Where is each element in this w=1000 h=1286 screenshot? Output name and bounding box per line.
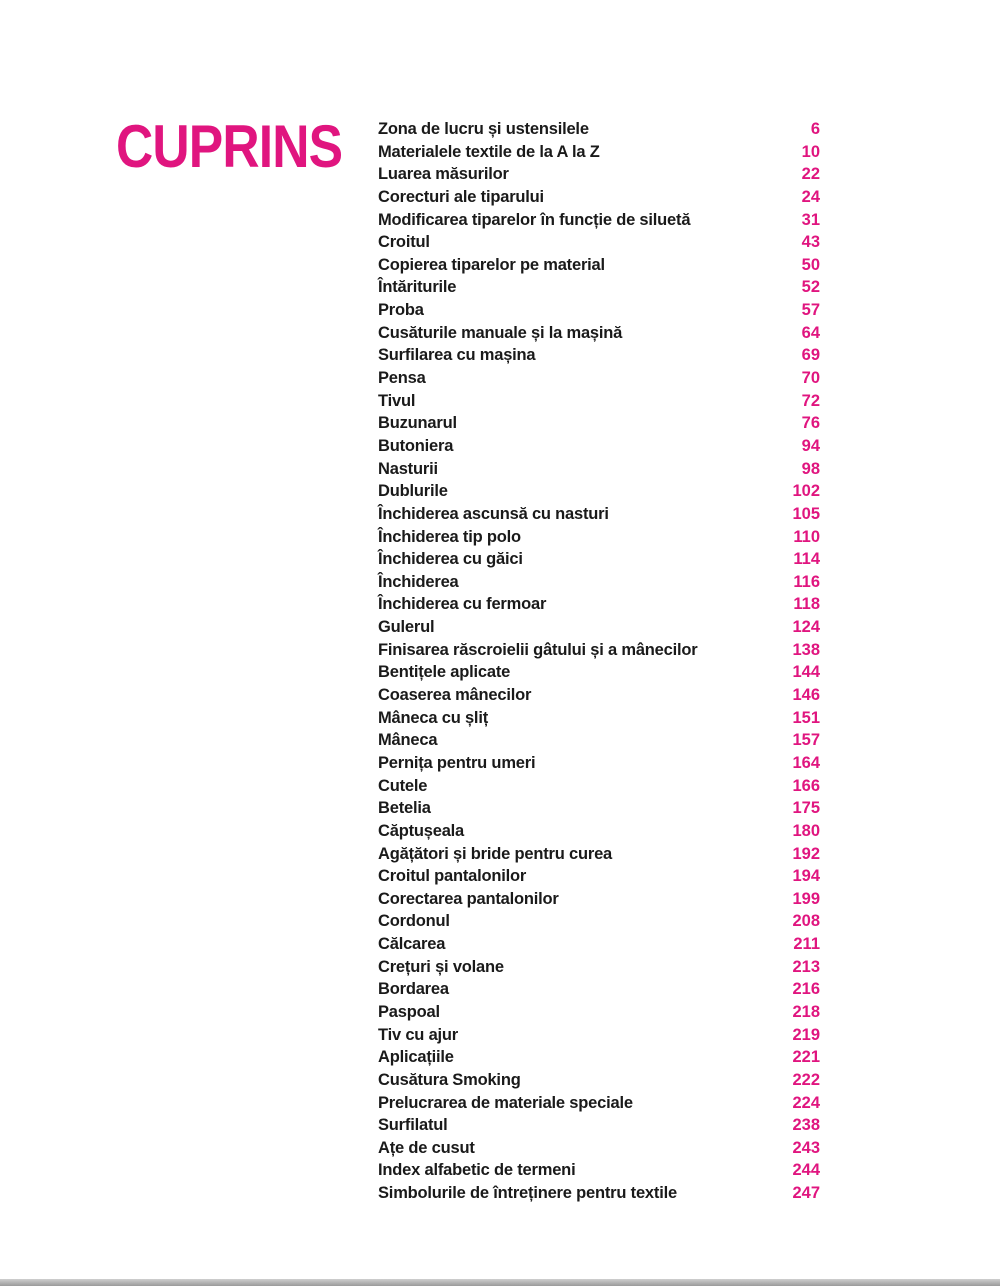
toc-entry[interactable] — [378, 503, 822, 526]
toc-entry-page-number: 110 — [793, 527, 820, 546]
toc-entry-title: Croitul — [378, 233, 430, 252]
toc-entry-page-number: 222 — [792, 1070, 820, 1089]
toc-entry-title: Copierea tiparelor pe material — [378, 255, 605, 274]
toc-entry-title: Cusăturile manuale și la mașină — [378, 323, 623, 342]
toc-entry[interactable] — [378, 390, 822, 413]
toc-entry-title: Mâneca — [378, 731, 438, 750]
toc-entry-title: Corectarea pantalonilor — [378, 889, 559, 908]
toc-entry-page-number: 105 — [792, 504, 820, 523]
toc-entry[interactable] — [378, 163, 822, 186]
toc-entry-page-number: 221 — [792, 1048, 820, 1067]
toc-entry[interactable] — [378, 752, 822, 775]
toc-entry[interactable] — [378, 775, 822, 798]
toc-entry[interactable] — [378, 820, 822, 843]
toc-entry-page-number: 72 — [801, 391, 820, 410]
toc-entry[interactable] — [378, 435, 822, 458]
toc-entry-page-number: 211 — [793, 935, 820, 954]
toc-entry[interactable] — [378, 661, 822, 684]
toc-entry-title: Corecturi ale tiparului — [378, 187, 544, 206]
toc-entry-page-number: 208 — [792, 912, 820, 931]
toc-entry-page-number: 43 — [801, 233, 820, 252]
toc-entry[interactable] — [378, 1114, 822, 1137]
toc-entry-page-number: 180 — [792, 821, 820, 840]
toc-entry-title: Modificarea tiparelor în funcție de siluetă — [378, 210, 691, 229]
toc-entry-page-number: 175 — [792, 799, 820, 818]
toc-entry-title: Surfilarea cu mașina — [378, 346, 536, 365]
toc-entry-page-number: 31 — [801, 210, 820, 229]
toc-entry[interactable] — [378, 412, 822, 435]
bottom-divider — [0, 1279, 1000, 1286]
toc-entry-title: Bentițele aplicate — [378, 663, 511, 682]
toc-entry-title: Luarea măsurilor — [378, 165, 509, 184]
toc-entry[interactable] — [378, 865, 822, 888]
toc-entry-page-number: 219 — [792, 1025, 820, 1044]
toc-entry-page-number: 138 — [792, 640, 820, 659]
toc-entry-title: Închiderea cu găici — [378, 550, 523, 569]
toc-entry-page-number: 144 — [792, 663, 820, 682]
toc-entry-page-number: 194 — [792, 867, 820, 886]
toc-entry-title: Căptușeala — [378, 821, 465, 840]
toc-entry[interactable] — [378, 276, 822, 299]
toc-entry[interactable] — [378, 1069, 822, 1092]
toc-entry[interactable] — [378, 843, 822, 866]
toc-entry-page-number: 118 — [793, 595, 820, 614]
toc-entry-title: Cordonul — [378, 912, 450, 931]
toc-entry[interactable] — [378, 1001, 822, 1024]
toc-entry-title: Tiv cu ajur — [378, 1025, 459, 1044]
toc-entry-title: Gulerul — [378, 618, 435, 637]
toc-entry[interactable] — [378, 593, 822, 616]
toc-entry-title: Închiderea ascunsă cu nasturi — [378, 504, 609, 523]
toc-entry[interactable] — [378, 231, 822, 254]
toc-entry-page-number: 76 — [801, 414, 820, 433]
toc-entry-title: Butoniera — [378, 436, 454, 455]
toc-entry-page-number: 238 — [792, 1116, 820, 1135]
toc-entry[interactable] — [378, 322, 822, 345]
toc-entry-title: Bordarea — [378, 980, 449, 999]
toc-entry[interactable] — [378, 1159, 822, 1182]
toc-entry-title: Surfilatul — [378, 1116, 448, 1135]
toc-entry[interactable] — [378, 480, 822, 503]
toc-entry-title: Zona de lucru și ustensilele — [378, 120, 589, 138]
toc-entry[interactable] — [378, 254, 822, 277]
toc-entry-title: Dublurile — [378, 482, 448, 501]
toc-entry-page-number: 164 — [792, 753, 820, 772]
toc-entry[interactable] — [378, 933, 822, 956]
toc-entry[interactable] — [378, 141, 822, 164]
toc-entry-page-number: 70 — [801, 369, 820, 388]
toc-entry-page-number: 57 — [801, 301, 820, 320]
toc-entry-title: Crețuri și volane — [378, 957, 504, 976]
toc-entry-title: Pernița pentru umeri — [378, 753, 536, 772]
toc-entry-page-number: 216 — [792, 980, 820, 999]
toc-entry[interactable] — [378, 344, 822, 367]
toc-entry-page-number: 114 — [793, 550, 820, 569]
toc-entry[interactable] — [378, 707, 822, 730]
toc-entry-title: Proba — [378, 301, 424, 320]
toc-entry-title: Index alfabetic de termeni — [378, 1161, 576, 1180]
toc-entry-page-number: 24 — [801, 187, 820, 206]
toc-entry[interactable] — [378, 526, 822, 549]
toc-entry-title: Paspoal — [378, 1002, 440, 1021]
page-title: CUPRINS — [116, 113, 343, 180]
toc-entry-title: Pensa — [378, 369, 426, 388]
toc-entry-title: Mâneca cu șliț — [378, 708, 488, 727]
toc-entry[interactable] — [378, 458, 822, 481]
toc-entry[interactable] — [378, 299, 822, 322]
toc-entry-page-number: 98 — [801, 459, 820, 478]
toc-entry-title: Betelia — [378, 799, 431, 818]
toc-entry[interactable] — [378, 1182, 822, 1205]
toc-entry-page-number: 10 — [801, 142, 820, 161]
toc-entry-page-number: 52 — [801, 278, 820, 297]
toc-entry-title: Cusătura Smoking — [378, 1070, 521, 1089]
toc-entry-page-number: 213 — [792, 957, 820, 976]
toc-entry-page-number: 199 — [792, 889, 820, 908]
toc-entry[interactable] — [378, 1046, 822, 1069]
toc-entry-title: Ațe de cusut — [378, 1138, 475, 1157]
toc-entry-page-number: 166 — [792, 776, 820, 795]
toc-entry-page-number: 146 — [792, 686, 820, 705]
toc-entry[interactable] — [378, 639, 822, 662]
toc-entry[interactable] — [378, 910, 822, 933]
toc-entry[interactable] — [378, 186, 822, 209]
toc-entry-title: Prelucrarea de materiale speciale — [378, 1093, 633, 1112]
toc-entry-title: Călcarea — [378, 935, 446, 954]
table-of-contents — [378, 118, 822, 1205]
toc-entry-page-number: 243 — [792, 1138, 820, 1157]
toc-entry-page-number: 244 — [792, 1161, 820, 1180]
toc-entry-title: Simbolurile de întreținere pentru textile — [378, 1184, 677, 1203]
toc-entry-page-number: 69 — [801, 346, 820, 365]
toc-entry-page-number: 50 — [801, 255, 820, 274]
toc-entry[interactable] — [378, 1024, 822, 1047]
toc-entry-page-number: 218 — [792, 1002, 820, 1021]
toc-entry[interactable] — [378, 548, 822, 571]
toc-entry-title: Croitul pantalonilor — [378, 867, 527, 886]
toc-entry-page-number: 94 — [801, 436, 820, 455]
toc-entry-page-number: 247 — [792, 1184, 820, 1203]
toc-entry[interactable] — [378, 888, 822, 911]
toc-entry[interactable] — [378, 797, 822, 820]
toc-entry[interactable] — [378, 1137, 822, 1160]
toc-entry-title: Închiderea tip polo — [378, 527, 521, 546]
toc-entry-title: Tivul — [378, 391, 416, 410]
toc-entry-title: Aplicațiile — [378, 1048, 454, 1067]
toc-entry[interactable] — [378, 571, 822, 594]
toc-entry-page-number: 192 — [792, 844, 820, 863]
toc-entry[interactable] — [378, 684, 822, 707]
toc-entry-page-number: 102 — [792, 482, 820, 501]
toc-entry[interactable] — [378, 729, 822, 752]
toc-entry-title: Agățători și bride pentru curea — [378, 844, 613, 863]
toc-entry[interactable] — [378, 956, 822, 979]
toc-entry[interactable] — [378, 367, 822, 390]
toc-entry-page-number: 224 — [792, 1093, 820, 1112]
toc-entry-page-number: 116 — [793, 572, 820, 591]
toc-entry-page-number: 6 — [810, 120, 820, 138]
toc-entry-title: Buzunarul — [378, 414, 457, 433]
toc-entry-title: Nasturii — [378, 459, 438, 478]
toc-entry-page-number: 157 — [792, 731, 820, 750]
toc-entry-title: Cutele — [378, 776, 428, 795]
toc-entry[interactable] — [378, 616, 822, 639]
toc-entry[interactable] — [378, 1092, 822, 1115]
toc-entry-page-number: 151 — [792, 708, 820, 727]
toc-entry-page-number: 124 — [792, 618, 820, 637]
toc-entry[interactable] — [378, 118, 822, 141]
toc-entry-page-number: 64 — [801, 323, 820, 342]
toc-entry[interactable] — [378, 209, 822, 232]
toc-entry-title: Închiderea — [378, 572, 459, 591]
toc-entry-title: Întăriturile — [378, 278, 457, 297]
toc-entry-title: Finisarea răscroielii gâtului și a mânecilor — [378, 640, 698, 659]
toc-entry-page-number: 22 — [801, 165, 820, 184]
toc-entry[interactable] — [378, 978, 822, 1001]
toc-entry-title: Materialele textile de la A la Z — [378, 142, 600, 161]
toc-entry-title: Coaserea mânecilor — [378, 686, 532, 705]
toc-entry-title: Închiderea cu fermoar — [378, 595, 547, 614]
